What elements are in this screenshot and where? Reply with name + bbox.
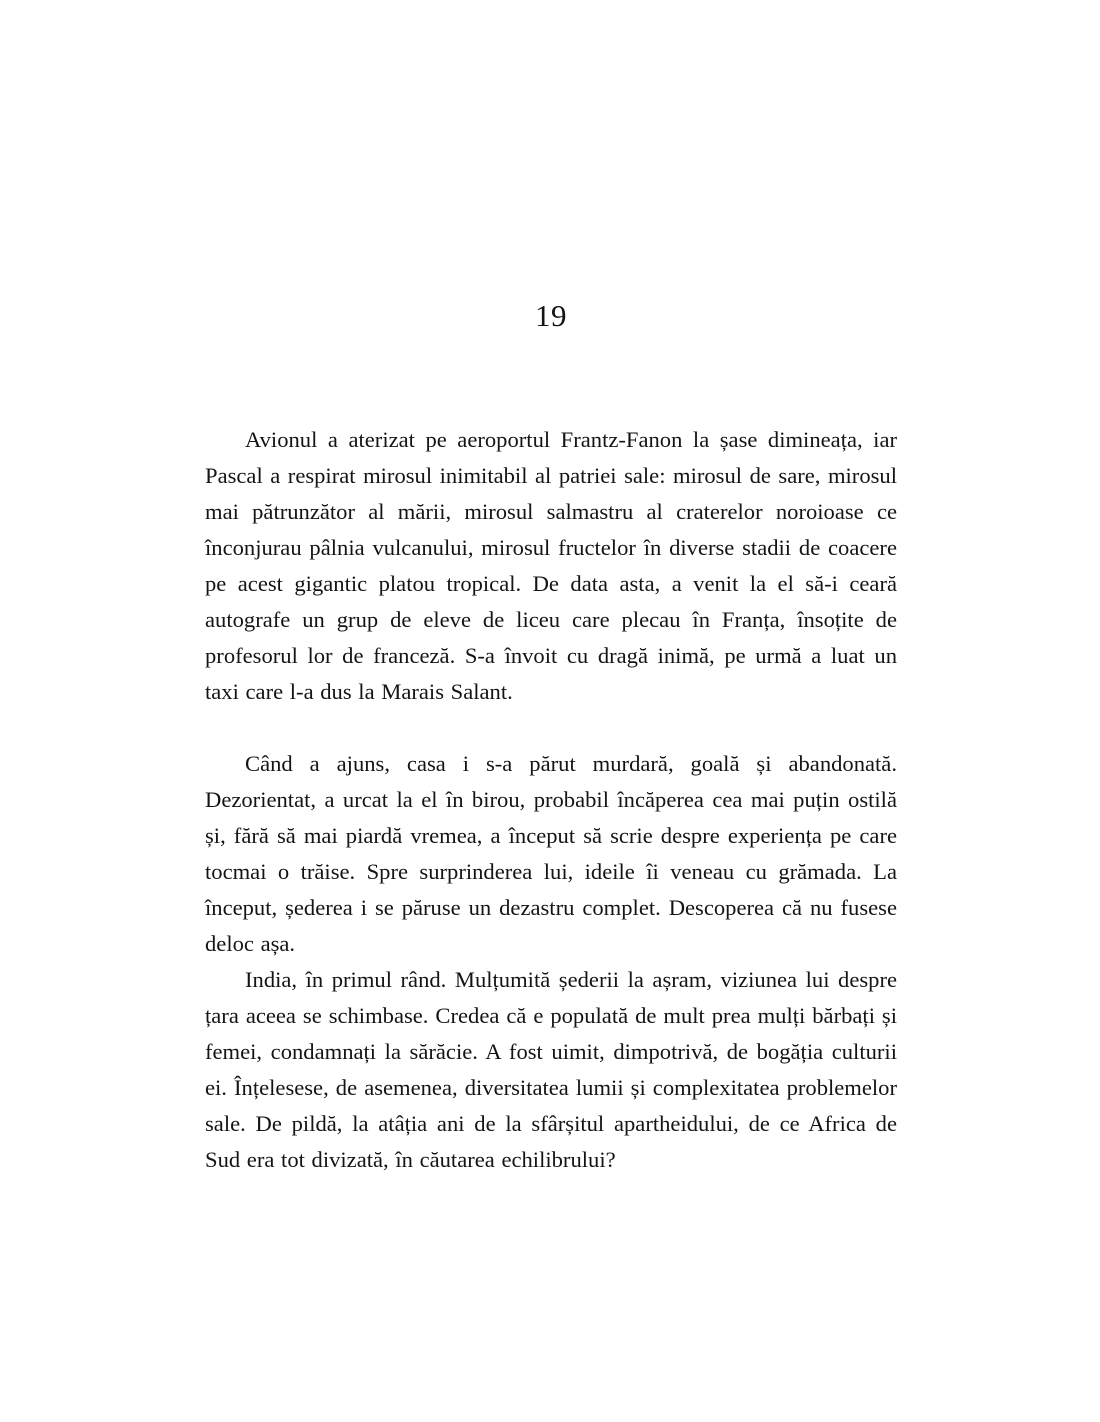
paragraph-2: Când a ajuns, casa i s-a părut murdară, goală și abandonată. Dezorientat, a urcat la el în birou, probabil încăperea cea mai puțin ostilă și, fără să mai piardă vremea, a început să scrie despre experiența pe care tocmai o trăise. Spre surprinderea lui, ideile îi veneau cu grămada. La început, șederea i se păruse un dezastru complet. Descoperea că nu fusese deloc așa. [205, 751, 897, 956]
text-column [205, 0, 897, 1178]
chapter-number: 19 [535, 298, 567, 333]
paragraph-1: Avionul a aterizat pe aeroportul Frantz-Fanon la șase dimineața, iar Pascal a respirat mirosul inimitabil al patriei sale: mirosul de sare, mirosul mai pătrunzător al mării, mirosul salmastru al craterelor noroioase ce înconjurau pâlnia vulcanului, mirosul fructelor în diverse stadii de coacere pe acest gigantic platou tropical. De data asta, a venit la el să-i ceară autografe un grup de eleve de liceu care plecau în Franța, însoțite de profesorul lor de franceză. S-a învoit cu dragă inimă, pe urmă a luat un taxi care l-a dus la Marais Salant. [205, 427, 897, 704]
body-text [205, 422, 897, 1178]
paragraph-3: India, în primul rând. Mulțumită șederii la așram, viziunea lui despre țara aceea se schimbase. Credea că e populată de mult prea mulți bărbați și femei, condamnați la sărăcie. A fost uimit, dimpotrivă, de bogăția culturii ei. Înțelesese, de asemenea, diversitatea lumii și complexitatea problemelor sale. De pildă, la atâția ani de la sfârșitul apartheidului, de ce Africa de Sud era tot divizată, în căutarea echilibrului? [205, 967, 897, 1172]
